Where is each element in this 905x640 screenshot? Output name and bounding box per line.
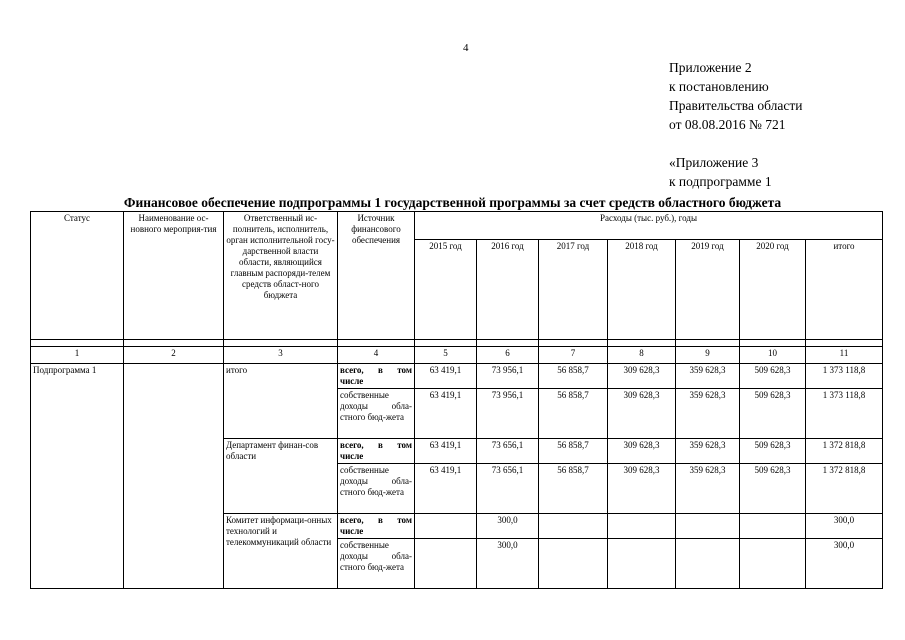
- value-cell: 309 628,3: [608, 389, 676, 439]
- event-name-cell: [124, 364, 224, 589]
- value-cell: 56 858,7: [539, 389, 608, 439]
- value-cell: 73 956,1: [477, 364, 539, 389]
- value-cell: 73 656,1: [477, 439, 539, 464]
- value-cell: 73 956,1: [477, 389, 539, 439]
- value-cell: 63 419,1: [415, 439, 477, 464]
- source-cell: всего, в том числе: [338, 439, 415, 464]
- executor-cell: Комитет информаци-онных технологий и телекоммуникаций области: [224, 514, 338, 589]
- value-cell: [415, 514, 477, 539]
- value-cell: [676, 539, 740, 589]
- source-cell: всего, в том числе: [338, 514, 415, 539]
- document-title: Финансовое обеспечение подпрограммы 1 государственной программы за счет средств областного бюджета: [123, 195, 782, 210]
- column-number: 5: [415, 347, 477, 364]
- column-number: 7: [539, 347, 608, 364]
- executor-cell: Департамент финан-сов области: [224, 439, 338, 514]
- total-cell: 1 373 118,8: [806, 389, 883, 439]
- header-executor: Ответственный ис-полнитель, исполнитель, орган исполнительной госу-дарственной власти области, являющийся главным распоряди-телем средств област-ного бюджета: [224, 212, 338, 340]
- total-cell: 1 372 818,8: [806, 464, 883, 514]
- value-cell: 300,0: [477, 539, 539, 589]
- appendix-line: от 08.08.2016 № 721: [669, 117, 786, 132]
- header-expenses: Расходы (тыс. руб.), годы: [415, 212, 883, 240]
- value-cell: 309 628,3: [608, 464, 676, 514]
- value-cell: 56 858,7: [539, 364, 608, 389]
- value-cell: [608, 539, 676, 589]
- value-cell: 309 628,3: [608, 364, 676, 389]
- column-number: 10: [740, 347, 806, 364]
- total-cell: 300,0: [806, 539, 883, 589]
- value-cell: 56 858,7: [539, 439, 608, 464]
- header-total: итого: [806, 240, 883, 340]
- header-status: Статус: [31, 212, 124, 340]
- appendix-line: Правительства области: [669, 98, 803, 113]
- value-cell: 359 628,3: [676, 464, 740, 514]
- value-cell: [539, 514, 608, 539]
- table-row: [31, 364, 883, 389]
- value-cell: 359 628,3: [676, 364, 740, 389]
- header-year: 2016 год: [477, 240, 539, 340]
- value-cell: [415, 539, 477, 589]
- status-cell: Подпрограмма 1: [31, 364, 124, 589]
- value-cell: 509 628,3: [740, 464, 806, 514]
- value-cell: 63 419,1: [415, 464, 477, 514]
- column-number: 4: [338, 347, 415, 364]
- appendix-line: Приложение 2: [669, 60, 752, 75]
- value-cell: 359 628,3: [676, 389, 740, 439]
- header-year: 2020 год: [740, 240, 806, 340]
- header-year: 2019 год: [676, 240, 740, 340]
- total-cell: 1 372 818,8: [806, 439, 883, 464]
- column-number: 9: [676, 347, 740, 364]
- column-number: 2: [124, 347, 224, 364]
- header-year: 2017 год: [539, 240, 608, 340]
- source-cell: собственные доходы обла-стного бюд-жета: [338, 539, 415, 589]
- header-year: 2015 год: [415, 240, 477, 340]
- value-cell: 63 419,1: [415, 389, 477, 439]
- source-cell: собственные доходы обла-стного бюд-жета: [338, 464, 415, 514]
- header-year: 2018 год: [608, 240, 676, 340]
- value-cell: 300,0: [477, 514, 539, 539]
- total-cell: 1 373 118,8: [806, 364, 883, 389]
- executor-cell: итого: [224, 364, 338, 439]
- column-number: 1: [31, 347, 124, 364]
- column-number: 11: [806, 347, 883, 364]
- value-cell: 509 628,3: [740, 364, 806, 389]
- column-number: 3: [224, 347, 338, 364]
- source-cell: всего, в том числе: [338, 364, 415, 389]
- header-source: Источник финансового обеспечения: [338, 212, 415, 340]
- value-cell: [740, 514, 806, 539]
- appendix-line: к постановлению: [669, 79, 769, 94]
- value-cell: 309 628,3: [608, 439, 676, 464]
- appendix-sub-line: «Приложение 3: [669, 155, 759, 170]
- value-cell: 509 628,3: [740, 389, 806, 439]
- value-cell: [608, 514, 676, 539]
- value-cell: [539, 539, 608, 589]
- value-cell: 509 628,3: [740, 439, 806, 464]
- column-number: 6: [477, 347, 539, 364]
- column-number: 8: [608, 347, 676, 364]
- source-cell: собственные доходы обла-стного бюд-жета: [338, 389, 415, 439]
- value-cell: 63 419,1: [415, 364, 477, 389]
- page-number: 4: [463, 42, 469, 54]
- appendix-sub-line: к подпрограмме 1: [669, 174, 772, 189]
- appendix-block: [669, 58, 802, 191]
- value-cell: [676, 514, 740, 539]
- header-event-name: Наименование ос-новного мероприя-тия: [124, 212, 224, 340]
- value-cell: 56 858,7: [539, 464, 608, 514]
- value-cell: 73 656,1: [477, 464, 539, 514]
- finance-table: [30, 211, 883, 589]
- value-cell: 359 628,3: [676, 439, 740, 464]
- value-cell: [740, 539, 806, 589]
- total-cell: 300,0: [806, 514, 883, 539]
